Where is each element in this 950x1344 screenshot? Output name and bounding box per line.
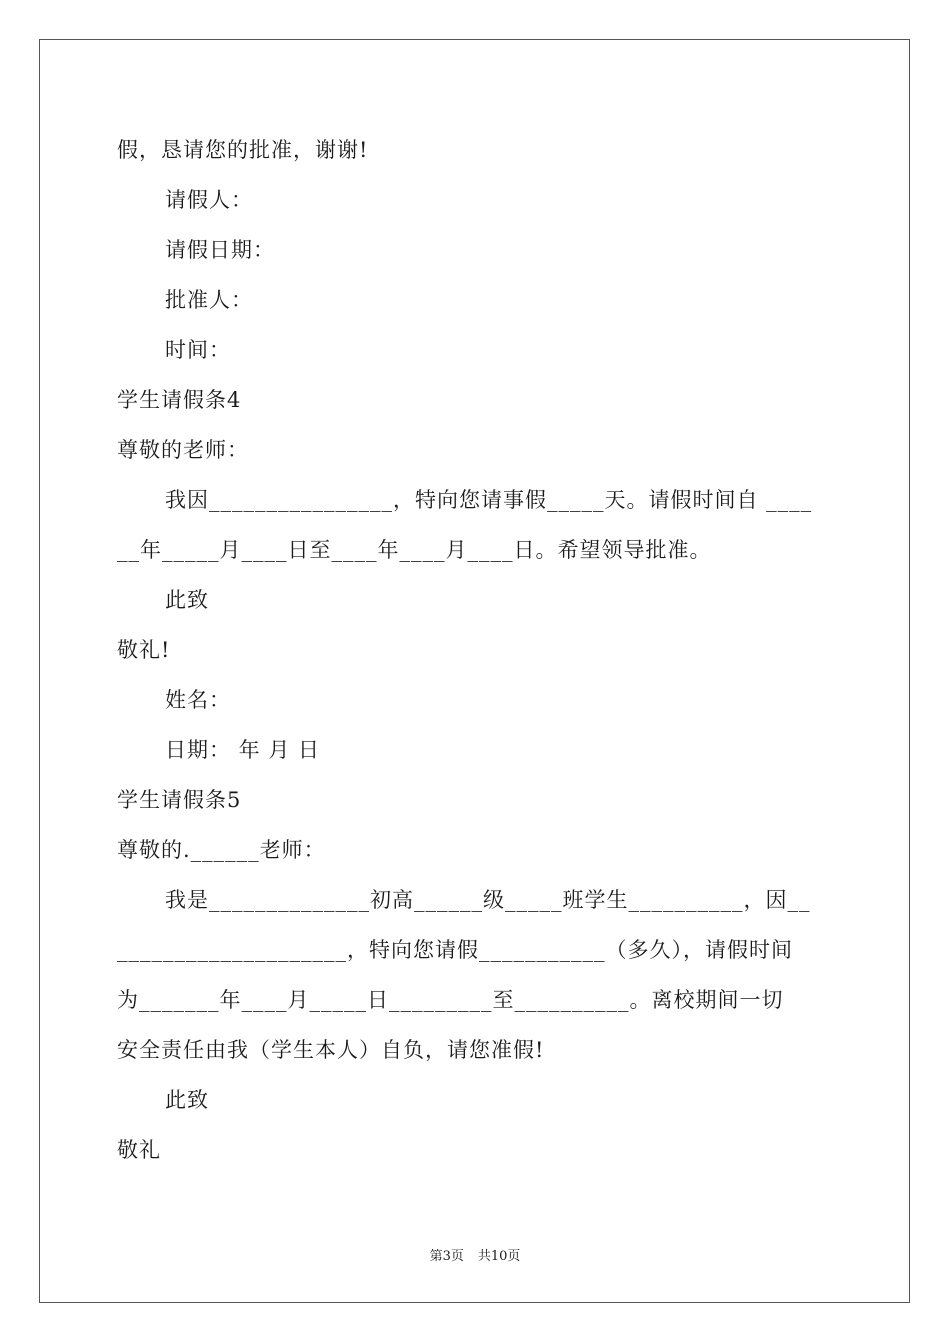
text-line-leave-date: 请假日期： xyxy=(165,238,275,262)
text-line-body: __年_____月____日至____年____月____日。希望领导批准。 xyxy=(117,538,712,562)
text-line-salutation: 尊敬的老师： xyxy=(117,438,249,462)
text-line-closing-request: 假，恳请您的批准，谢谢! xyxy=(117,138,369,162)
text-line-regards: 此致 xyxy=(165,588,209,612)
text-line-salute: 敬礼! xyxy=(117,638,171,662)
text-line-salute: 敬礼 xyxy=(117,1138,161,1162)
text-line-regards: 此致 xyxy=(165,1088,209,1112)
text-line-body: 安全责任由我（学生本人）自负，请您准假! xyxy=(117,1038,545,1062)
text-line-applicant: 请假人： xyxy=(165,188,253,212)
text-line-body: 我是______________初高______级_____班学生__________，因__ xyxy=(165,888,811,912)
text-line-body: 我因________________，特向您请事假_____天。请假时间自 ____ xyxy=(165,488,813,512)
page-total: 共10页 xyxy=(477,1249,521,1264)
section-heading-5: 学生请假条5 xyxy=(117,788,242,812)
page-number: 第3页 xyxy=(429,1249,464,1264)
text-line-approver: 批准人： xyxy=(165,288,253,312)
text-line-date: 日期： 年 月 日 xyxy=(165,738,321,762)
section-heading-4: 学生请假条4 xyxy=(117,388,242,412)
text-line-salutation: 尊敬的.______老师： xyxy=(117,838,326,862)
text-line-name: 姓名： xyxy=(165,688,231,712)
text-line-body: ____________________，特向您请假___________（多久），请假时间 xyxy=(117,938,793,962)
text-line-body: 为_______年____月_____日_________至__________。离校期间一切 xyxy=(117,988,784,1012)
text-line-time: 时间： xyxy=(165,338,231,362)
page-footer xyxy=(0,1248,950,1266)
